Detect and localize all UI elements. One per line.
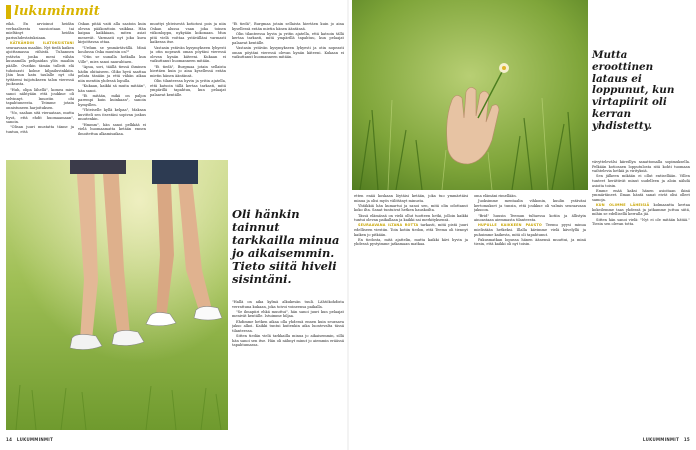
text-column-3b	[232, 22, 344, 202]
text-column-3	[150, 22, 226, 157]
text-column-7	[592, 160, 690, 432]
paragraph: Pakusmatkan lopussa hänen äänensä muuttui, ja minä tiesin, että kaikki oli nyt toisin.	[474, 237, 586, 247]
paragraph: Sen jälkeen mikään ei ollut entisellään. Villen tunteet herättivät minut uudelleen ja aloin nähdä asioita toisin.	[592, 174, 690, 188]
paragraph: "Otin se uunalla hotkalla kun Ville", mies sanoi naurahtaen.	[78, 55, 146, 64]
paragraph: Emme enää kaksi hänen asioitaan ikinä ymmärtäneet. Ilman häntä sanat eivät olisi olleet samoja.	[592, 188, 690, 202]
paragraph: Tässä elämässä on vielä ollut tuotteen hetki, jolloin kaikki tuntui olevan paikallaan ja kaikki sai merkityksensä.	[354, 213, 468, 223]
paragraph: Teemu pyysi minua mielistään hetkeksi. Illalla kävimme vielä kävelyllä ja puhuimme kaikesta, mitä oli tapahtunut.	[474, 223, 586, 237]
photo-illustration	[352, 0, 588, 190]
paragraph: "Ei mitään, mikä on paljon parempi kuin kuinkaan", sanoin hymyillen.	[78, 93, 146, 108]
running-feet-photo	[6, 160, 228, 430]
paragraph: kolmaantta kertaa kokeilemme taas yhdessä ja jatkamme juttua siitä, mihin se edellisellä kerralla jäi.	[592, 203, 690, 217]
paragraph: Juoksimme mentaalin vihkonin, kuulin ystäväni kertomukset ja tunsin, että joukkue oli valmis seuraavaan jaksoon.	[474, 199, 586, 213]
text-column-5	[354, 194, 468, 432]
text-column-2	[78, 22, 146, 157]
text-column-6	[474, 194, 586, 432]
footer-left	[6, 437, 53, 442]
footer-right	[643, 437, 690, 442]
paragraph: "Kukaan, kaikki sä muita mitään", hän sanoi.	[78, 84, 146, 93]
paragraph: "Olisan juuri mustatta tänne ja tuntuu, että	[6, 125, 74, 135]
text-column-4	[232, 300, 344, 432]
photo-illustration	[6, 160, 228, 430]
paragraph: "No, saahan sitä vieraataas, mutta hyvä, että ehdit huomaamaan", sanoin.	[6, 111, 74, 125]
paragraph: seuraavaan maaliin. Nyt tiedä kaiken ajoittamassa riihistä. Tuhannen ystävän jonka meni vähän kuusamilla pelipaidan ylös maaliin päälle. Ovatkin tämän tulleiti elä tuhoisasti kolme kilpailuvinkkiin. Jäin kun katu taulalle nyt ohi tyttäreni tuijotukseen talon vieressä juoksusta.	[6, 45, 74, 87]
paragraph: Olin tilanteessa hyvin ja yritin ajatella, että katsoin tällä kertaa tarkasti, mitä ympärillä tapahtuu, kun pelaajat palaavat kentälle.	[150, 78, 226, 97]
paragraph: En tiedosta, mitä ajattelin, mutta kaikki kävi hyvin ja yhdessä pystyimme jatkamaan matkaa.	[354, 237, 468, 247]
section-kicker	[6, 4, 100, 19]
paragraph: Yhtäkkiä hän kumartui ja sanoi sen, mitä olin odottanut koko ilta. Sanat tuntuivat hetken hauskoilta.	[354, 203, 468, 213]
subheading: KÄTKÄHDIN ILATOKSISTANI	[10, 40, 74, 45]
paragraph: Ehdimme hetken aikaa olla yhdessä ennen kuin seuraava jakso alkoi. Kaikki tuntui kuitenkin aika luontevalta tässä tilanteessa.	[232, 319, 344, 333]
text-column-1	[6, 22, 74, 157]
paragraph: "Brid" huusin Teemun tultaessa kotiin ja ällistyin ainoastaan aiemmasta tilanteesta.	[474, 213, 586, 223]
paragraph: "Yhteiselle kyllä kelpaa", Maksan kuvitteli sen itsestäni sopivan joskus muutenkin.	[78, 108, 146, 122]
magazine-name: LUKUMMINMIT	[16, 437, 54, 442]
paragraph: "Ei tiedä", Burgmaa jotain sellaista hiertäen kuin jo aina kysellessä erään mietin hänen ääntänsä.	[150, 64, 226, 78]
paragraph: "Huh, olipa lähellä", komea mies sanoi nähtyään että joukkue oli selvinnyt. Innostin ohi tapahtuneesta. Teimme jotain onnistuneen harjoituksen.	[6, 87, 74, 110]
magazine-name: LUKUMMINMIT	[642, 437, 680, 442]
page-number: 15	[683, 437, 690, 442]
paragraph: Oskan pitää vaiti alla saatoin kuin olevan pääkonttoin vaikkua. Hän kaipaa kaikkiaan, miten asiat menevät. Varmasti nyt joku kuva kirjoittavaa ottaa.	[78, 22, 146, 45]
paragraph: oma elämäni rimellään.	[474, 194, 517, 198]
paragraph: vävyttelevälsi kiireillyn sanattomalla sopimuksella. Pelkään kotiosaen lopputulosta sitä kohti tuomaan vaihtelevia hetkiä ja virityksiä.	[592, 160, 690, 174]
paragraph: "Hallä on aika kylmä alkukesän tuuli. Lähtökohdista verrattuna kukaan, joka toivoi voineensa paikalla.	[232, 300, 344, 309]
paragraph: Vastasin ystävän kysymykseen lyhyesti ja otin nopeasti oman pöytäni vieressä olevan kynän käteeni. Kukaan ei vaikuttanut huomanneen mitään.	[232, 46, 344, 60]
pull-quote-right: Mutta eroottinen lataus ei loppunut, kun virtapiirit oli kerran yhdistetty.	[592, 49, 675, 132]
paragraph: Sitten tiedän vielä tarkkailla minua jo aikaisemmin, sillä hän sanoi sen itse. Hän oli nähnyt minut jo aiemmin eräässä tapahtumassa.	[232, 333, 344, 348]
paragraph: etten enää koskaan löytäisi ketään, joka tuo ymmärtäisi minua ja olisi myös välittänyt minusta.	[354, 194, 468, 203]
hand-in-grass-photo	[352, 0, 588, 190]
paragraph: Olin tilanteessa hyvin ja yritin ajatella, että katsoin tällä kertaa tarkasti, mitä ympärillä tapahtuu, kun pelaajat palaavat kentälle.	[232, 31, 344, 45]
paragraph: tarkasti, mitä pistä juuri edelliseen viestiin. Toin kotiin tiedon, että Teemu oli tiennyt kaiken jo pitkään.	[354, 223, 468, 237]
page-gutter	[347, 0, 349, 450]
kicker-accent-bar	[6, 5, 11, 19]
paragraph: "Se ilmapiiri ehkä muuttui", hän sanoi juuri kun pelaajat menivät kentälle. Istuimme hiljaa.	[232, 309, 344, 319]
subheading: SEURAAVANA ILTANA ROTTA	[358, 223, 419, 228]
kicker-title: lukuminmit	[14, 4, 100, 19]
subheading: KUN OLIMME LÄHEISIÄ	[596, 203, 650, 208]
pull-quote-left: Oli hänkin tainnut tarkkailla minua jo aikaisemmin. Tieto siitä hiveli sisintäni.	[232, 207, 340, 286]
paragraph: Sitten hän sanoi vielä: "Nyt ei ole mitään hätää." Tiesin sen olevan totta.	[592, 217, 690, 227]
paragraph: Vastasin ystävän kysymykseen lyhyesti ja otin nopeasti oman pöytäni vieressä olevan kynän käteeni. Kukaan ei vaikuttanut huomanneen mitään.	[150, 45, 226, 64]
paragraph: eikä. En arvioinut heidän verbaalisesta suosiostaan tai mieltänyt heidän parisuhdestatuksiaan.	[6, 22, 74, 40]
subheading: HUPULLE KAIKKEEN PAUSTO	[478, 223, 542, 228]
page-number: 14	[6, 437, 13, 442]
paragraph: "Hmmm", hän sanoi pelkkää ei vielä huomaamatta ketään ennen ilmoitettua alkamisaikaa.	[78, 122, 146, 136]
paragraph: "Urdum se ymmärtävällä. Minä koulussa Oska muutsin on?"	[78, 45, 146, 55]
paragraph: muuttyi yhteisestä kotiotosi pois ja niin Oskan alussa vaan joka toinen viikonloppu, nykyään kokonaan. Mun pitä vielä voittaa ystävälläni varmasti kaikessa itse.	[150, 22, 226, 45]
paragraph: "Apua, sori, täällä tiessä ihminen hädin ohitaiseen. Oliko hyvä saattaa pelata tänään ja että vähän aikaa niin mentiin yhdessä lopulla.	[78, 65, 146, 83]
paragraph: "Ei tiedä", Burgmaa jotain sellaista hiertäen kuin jo aina kysellessä erään mietin hänen ääntänsä.	[232, 22, 344, 31]
